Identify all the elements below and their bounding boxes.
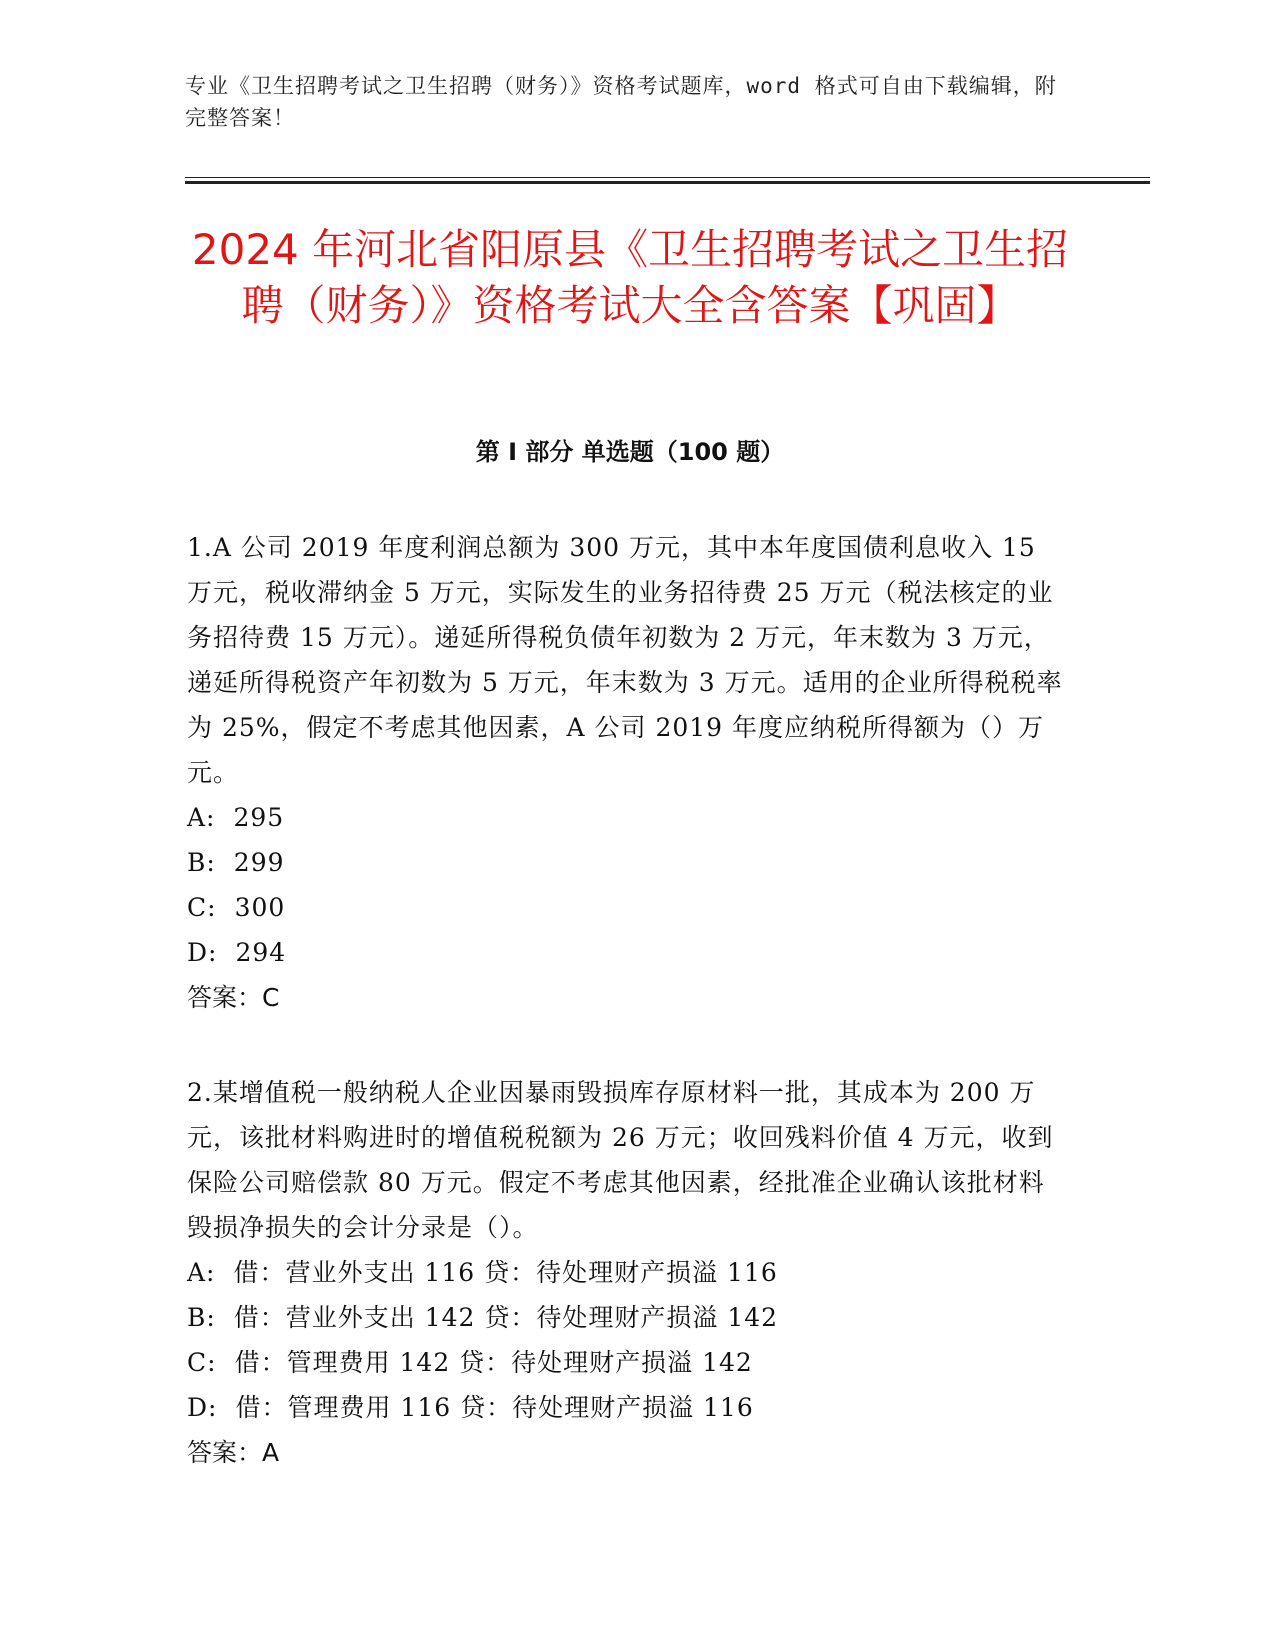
option-letter: C:	[187, 1348, 217, 1377]
option-letter: D:	[187, 938, 218, 967]
answer-line: 答案：A	[187, 1438, 280, 1467]
option-d	[187, 1385, 1067, 1430]
option-text: 借：管理费用 116 贷：待处理财产损溢 116	[235, 1393, 754, 1422]
option-text: 295	[233, 803, 285, 832]
section-heading: 第 I 部分 单选题（100 题）	[475, 438, 785, 466]
option-letter: A:	[187, 803, 216, 832]
option-text: 294	[235, 938, 287, 967]
option-text: 借：营业外支出 116 贷：待处理财产损溢 116	[233, 1258, 778, 1287]
option-c	[187, 1340, 1067, 1385]
option-letter: D:	[187, 1393, 218, 1422]
option-text: 299	[233, 848, 285, 877]
option-a	[187, 1250, 1067, 1295]
option-letter: C:	[187, 893, 217, 922]
option-b	[187, 1295, 1067, 1340]
option-letter: B:	[187, 848, 216, 877]
answer-line: 答案：C	[187, 983, 280, 1012]
question-1	[187, 525, 1067, 1020]
header-note: 专业《卫生招聘考试之卫生招聘（财务）》资格考试题库，word 格式可自由下载编辑，附完整答案！	[185, 74, 1057, 130]
option-d	[187, 930, 1067, 975]
question-stem: 2.某增值税一般纳税人企业因暴雨毁损库存原材料一批，其成本为 200 万元，该批材料购进时的增值税税额为 26 万元；收回残料价值 4 万元，收到保险公司赔偿款 80 万元。假定不考虑其他因素，经批准企业确认该批材料毁损净损失的会计分录是（）。	[187, 1078, 1054, 1242]
document-title: 2024 年河北省阳原县《卫生招聘考试之卫生招聘（财务）》资格考试大全含答案【巩固】	[191, 225, 1069, 330]
option-letter: B:	[187, 1303, 216, 1332]
question-2	[187, 1070, 1067, 1475]
option-c	[187, 885, 1067, 930]
option-letter: A:	[187, 1258, 216, 1287]
option-text: 300	[234, 893, 286, 922]
option-b	[187, 840, 1067, 885]
option-text: 借：营业外支出 142 贷：待处理财产损溢 142	[233, 1303, 779, 1332]
question-stem: 1.A 公司 2019 年度利润总额为 300 万元，其中本年度国债利息收入 15 万元，税收滞纳金 5 万元，实际发生的业务招待费 25 万元（税法核定的业务招待费 15 万元）。递延所得税负债年初数为 2 万元，年末数为 3 万元，递延所得税资产年初数为 5 万元，年末数为 3 万元。适用的企业所得税税率为 25%，假定不考虑其他因素，A 公司 2019 年度应纳税所得额为（）万元。	[187, 533, 1063, 787]
header-rule-thin	[185, 177, 1150, 178]
header-rule-thick	[185, 181, 1150, 184]
option-a	[187, 795, 1067, 840]
option-text: 借：管理费用 142 贷：待处理财产损溢 142	[234, 1348, 753, 1377]
